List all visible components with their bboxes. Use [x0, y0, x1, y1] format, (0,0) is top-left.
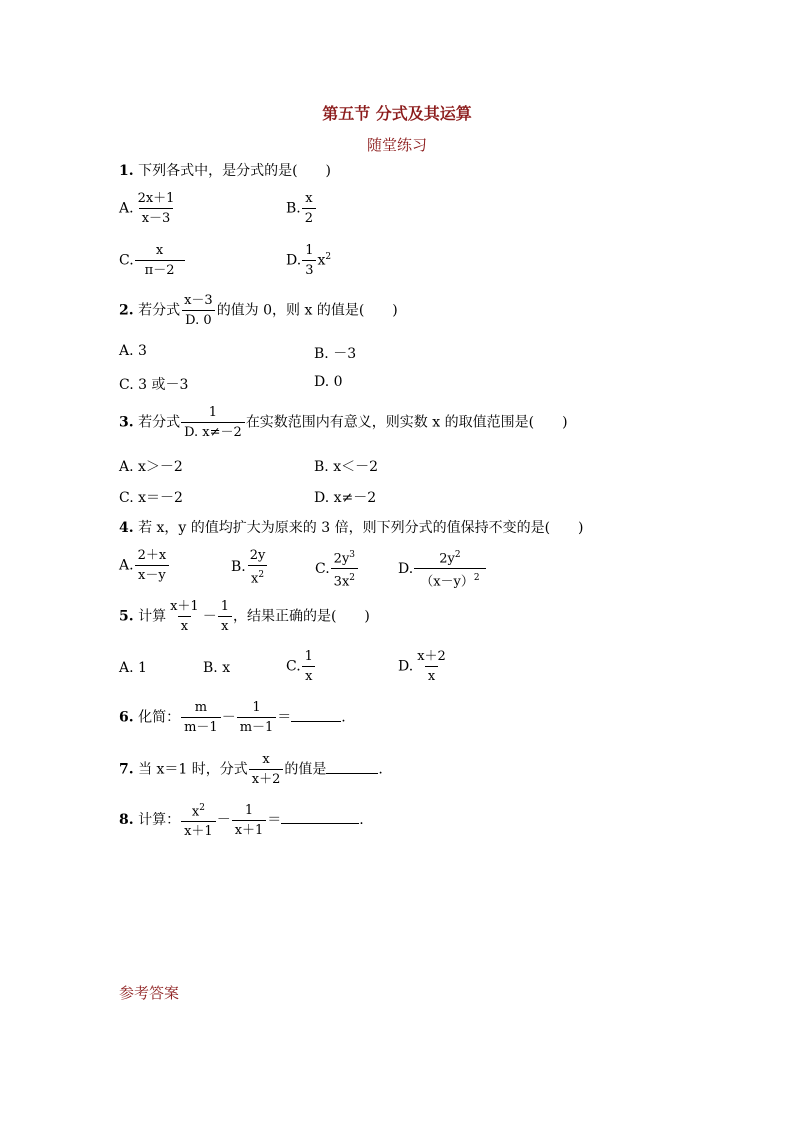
term: x	[251, 571, 259, 587]
term: 3x	[333, 574, 350, 590]
option-a: A. 1	[119, 660, 147, 676]
fraction	[181, 699, 221, 736]
option-a	[119, 547, 170, 584]
numerator: 1	[304, 649, 313, 664]
section-subtitle: 随堂练习	[366, 136, 427, 154]
denominator: x＋1	[181, 821, 216, 840]
fraction	[181, 800, 216, 840]
numerator: 1	[244, 802, 254, 818]
numerator: x＋2	[417, 649, 446, 664]
numerator: 1	[252, 700, 261, 715]
option-label: C.	[286, 658, 301, 675]
punctuation: .	[359, 812, 364, 829]
question-4	[119, 517, 584, 537]
term: （x－y）	[420, 574, 474, 590]
option-label: C.	[315, 560, 330, 577]
punctuation: .	[378, 761, 383, 778]
option-c: C. 3 或－3	[119, 377, 189, 393]
denominator: m－1	[181, 717, 221, 736]
option-c	[119, 242, 186, 279]
question-text: 若 x，y 的值均扩大为原来的 3 倍，则下列分式的值保持不变的是( )	[138, 520, 584, 536]
numerator: 2y	[249, 548, 266, 563]
numerator: 2x＋1	[137, 191, 175, 206]
fraction	[302, 242, 316, 279]
denominator: x－y	[135, 565, 169, 584]
denominator: x	[218, 616, 231, 635]
option-d	[398, 648, 450, 685]
question-3	[119, 404, 568, 441]
fraction	[302, 190, 316, 227]
denominator: π－2	[135, 260, 185, 279]
fraction	[181, 292, 216, 329]
numerator: m	[194, 700, 208, 715]
operator: －	[202, 608, 217, 625]
fraction	[218, 598, 232, 635]
option-label: C.	[119, 252, 134, 269]
term: 2y	[439, 551, 455, 567]
numerator	[331, 547, 358, 568]
option-label: B.	[286, 200, 301, 217]
question-text: 的值是	[284, 761, 327, 778]
answer-blank	[281, 809, 359, 824]
fraction	[249, 751, 284, 788]
option-label: D.	[398, 560, 414, 577]
question-number: 4.	[119, 520, 134, 536]
denominator: D. 0	[182, 310, 215, 329]
denominator: x－3	[139, 208, 174, 227]
option-d	[398, 547, 487, 591]
denominator: x	[178, 616, 191, 635]
operator: －	[221, 709, 236, 726]
option-label: D.	[398, 658, 414, 675]
exponent: 3	[349, 550, 356, 560]
option-a: A. 3	[119, 343, 147, 359]
question-7	[119, 751, 383, 788]
numerator	[436, 547, 463, 568]
answers-heading: 参考答案	[119, 984, 180, 1002]
exponent: 2	[473, 573, 480, 584]
option-c	[315, 547, 359, 591]
option-b: B. －3	[314, 346, 357, 362]
question-number: 2.	[119, 302, 134, 319]
option-a: A. x＞－2	[119, 459, 183, 475]
denominator	[248, 565, 267, 587]
term: x	[191, 804, 200, 820]
fraction	[232, 802, 267, 839]
numerator: x＋1	[170, 599, 199, 614]
option-label: A.	[119, 200, 134, 217]
question-2	[119, 292, 398, 329]
exponent: 2	[258, 570, 265, 580]
fraction	[135, 547, 170, 584]
question-text: 的值为 0，则 x 的值是( )	[216, 302, 398, 319]
fraction	[302, 648, 316, 685]
fraction	[331, 547, 358, 591]
question-text: 化简：	[138, 709, 181, 726]
fraction	[181, 404, 245, 441]
question-text: 当 x＝1 时，分式	[138, 761, 248, 778]
option-d: D. 0	[314, 374, 343, 390]
question-text: 若分式	[138, 414, 181, 431]
fraction	[247, 547, 269, 587]
option-d	[286, 242, 331, 279]
option-label: D.	[286, 252, 302, 269]
option-b: B. x	[203, 660, 231, 676]
question-8	[119, 800, 364, 840]
page-title: 第五节 分式及其运算	[322, 104, 472, 123]
answer-blank	[291, 707, 341, 722]
option-b	[231, 547, 269, 587]
option-label: A.	[119, 557, 134, 574]
denominator: 3	[302, 260, 316, 279]
question-number: 3.	[119, 414, 134, 431]
option-d: D. x≠－2	[314, 490, 377, 506]
question-text: 下列各式中，是分式的是( )	[138, 163, 332, 179]
numerator: x	[305, 191, 313, 206]
fraction	[237, 699, 277, 736]
term: x	[317, 252, 326, 269]
question-text: 在实数范围内有意义，则实数 x 的取值范围是( )	[245, 414, 568, 431]
exponent: 2	[349, 573, 356, 584]
question-number: 8.	[119, 812, 134, 829]
exponent: 2	[454, 550, 461, 560]
denominator: x＋1	[232, 820, 267, 839]
operator: ＝	[267, 812, 282, 829]
operator: －	[216, 812, 231, 829]
question-number: 7.	[119, 761, 134, 778]
option-c: C. x＝－2	[119, 490, 183, 506]
option-label: B.	[231, 559, 246, 576]
denominator: x	[302, 666, 315, 685]
denominator	[331, 568, 358, 590]
fraction	[135, 242, 185, 279]
question-text: ，结果正确的是( )	[232, 608, 370, 625]
question-number: 1.	[119, 163, 134, 179]
denominator: x＋2	[249, 769, 284, 788]
question-6	[119, 699, 346, 736]
question-text: 若分式	[138, 302, 181, 319]
exponent: 2	[199, 803, 205, 813]
numerator: 1	[220, 599, 229, 614]
numerator: x	[155, 243, 164, 258]
denominator	[414, 568, 485, 590]
option-b: B. x＜－2	[314, 459, 378, 475]
question-text: 计算：	[138, 812, 181, 829]
denominator: m－1	[237, 717, 277, 736]
question-5	[119, 598, 370, 635]
fraction	[414, 547, 485, 591]
exponent: 2	[325, 251, 332, 262]
numerator: 2＋x	[137, 548, 167, 563]
fraction	[135, 190, 178, 227]
fraction	[414, 648, 449, 685]
numerator: 1	[305, 243, 314, 258]
question-1	[119, 160, 331, 180]
denominator: x	[425, 666, 438, 685]
numerator: x	[262, 752, 270, 767]
option-a	[119, 190, 178, 227]
question-number: 5.	[119, 608, 134, 625]
question-number: 6.	[119, 709, 134, 726]
answer-blank	[326, 759, 378, 774]
term: 2y	[333, 551, 350, 567]
punctuation: .	[341, 709, 346, 726]
numerator: x－3	[184, 293, 213, 308]
option-b	[286, 190, 317, 227]
denominator: D. x≠－2	[181, 422, 245, 441]
numerator	[189, 800, 208, 821]
numerator: 1	[208, 405, 218, 420]
option-c	[286, 648, 317, 685]
fraction	[167, 598, 202, 635]
operator: ＝	[277, 709, 292, 726]
question-text: 计算	[138, 608, 167, 625]
denominator: 2	[302, 208, 316, 227]
